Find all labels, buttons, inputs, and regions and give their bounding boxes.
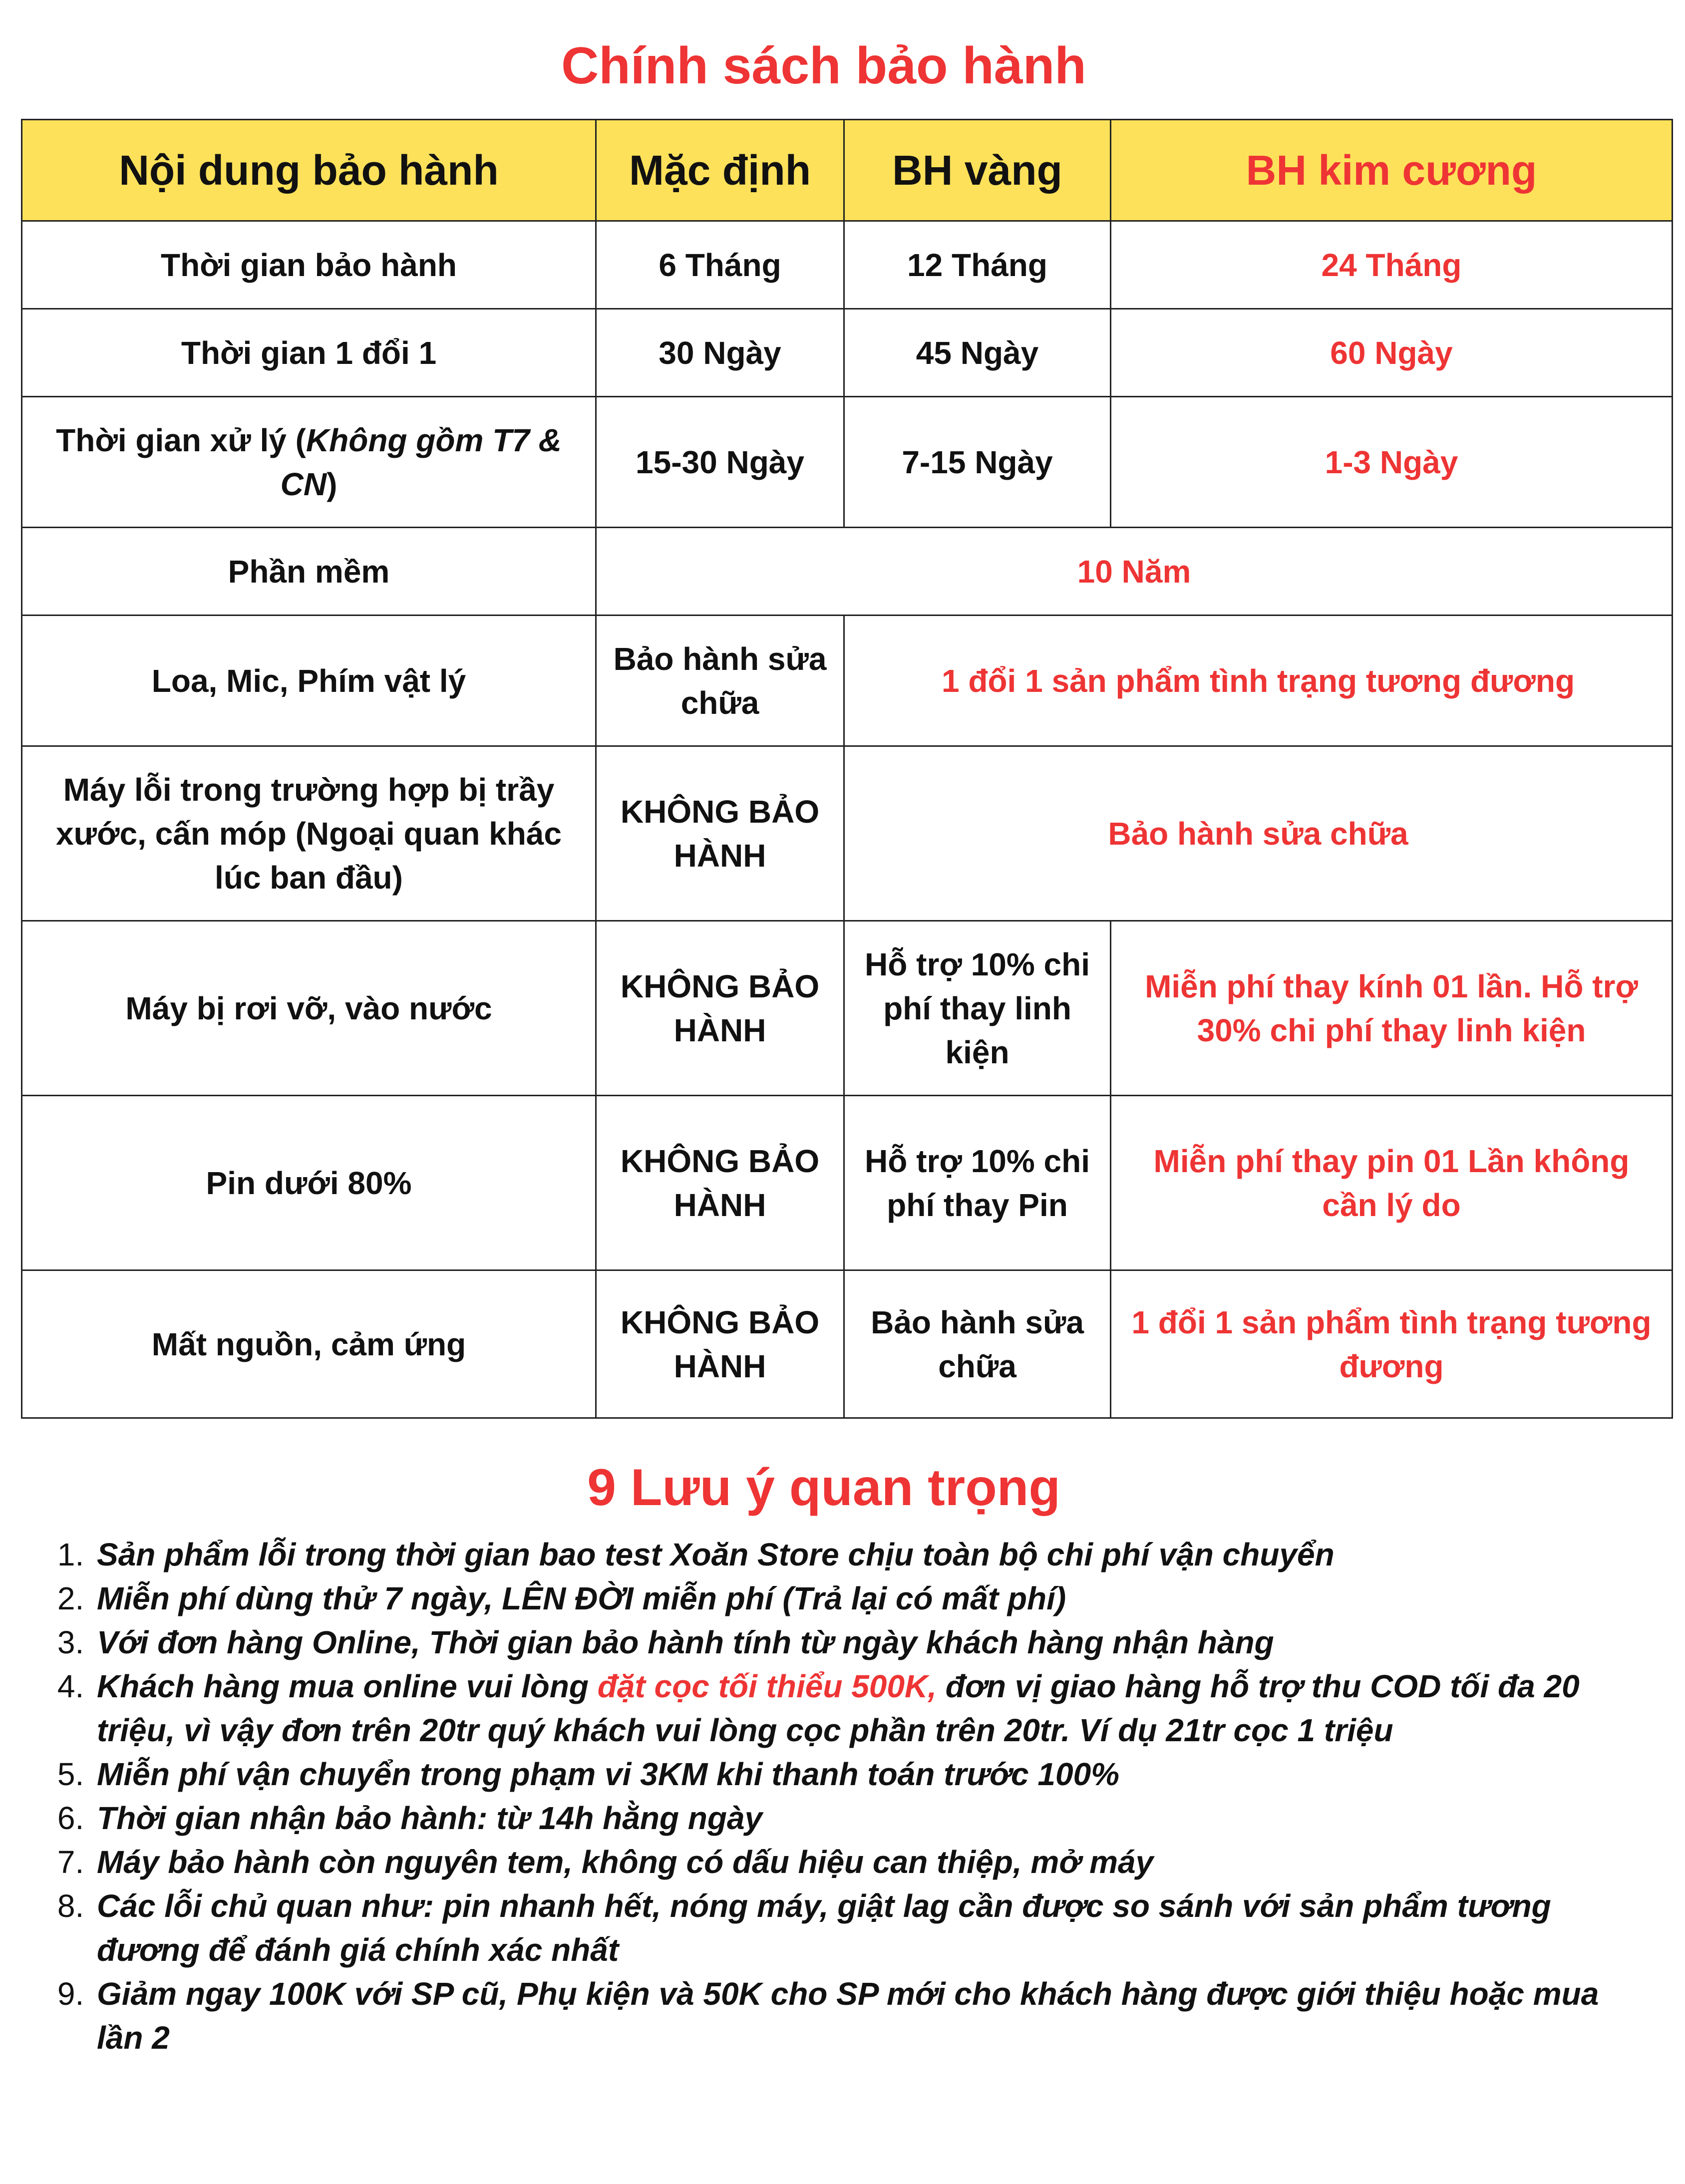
cell-diamond: 60 Ngày	[1111, 309, 1673, 397]
list-item: 2. Miễn phí dùng thử 7 ngày, LÊN ĐỜI miễn phí (Trả lại có mất phí)	[93, 1576, 1631, 1620]
cell-gold: Hỗ trợ 10% chi phí thay Pin	[844, 1096, 1111, 1270]
row-label: Mất nguồn, cảm ứng	[22, 1270, 596, 1418]
header-diamond: BH kim cương	[1111, 120, 1673, 221]
cell-default: 6 Tháng	[596, 221, 844, 309]
cell-gold: Bảo hành sửa chữa	[844, 1270, 1111, 1418]
header-gold: BH vàng	[844, 120, 1111, 221]
table-row	[22, 309, 1673, 397]
list-item: 6. Thời gian nhận bảo hành: từ 14h hằng ngày	[93, 1796, 1631, 1840]
list-item: 3. Với đơn hàng Online, Thời gian bảo hành tính từ ngày khách hàng nhận hàng	[93, 1620, 1631, 1664]
table-header-row	[22, 120, 1673, 221]
cell-diamond: Miễn phí thay pin 01 Lần không cần lý do	[1111, 1096, 1673, 1270]
cell-diamond: Miễn phí thay kính 01 lần. Hỗ trợ 30% chi phí thay linh kiện	[1111, 921, 1673, 1096]
table-row	[22, 921, 1673, 1096]
cell-diamond: 1-3 Ngày	[1111, 397, 1673, 528]
row-label: Pin dưới 80%	[22, 1096, 596, 1270]
page-title: Chính sách bảo hành	[561, 37, 1086, 95]
notes-title: 9 Lưu ý quan trọng	[587, 1459, 1060, 1517]
table-row	[22, 221, 1673, 309]
row-label: Phần mềm	[22, 528, 596, 616]
header-default: Mặc định	[596, 120, 844, 221]
notes-list	[60, 1533, 1631, 2060]
row-label: Máy lỗi trong trường hợp bị trầy xước, cấn móp (Ngoại quan khác lúc ban đầu)	[22, 746, 596, 921]
table-row	[22, 616, 1673, 746]
list-item: 9. Giảm ngay 100K với SP cũ, Phụ kiện và 50K cho SP mới cho khách hàng được giới thiệu hoặc mua lần 2	[93, 1972, 1631, 2060]
cell-default: 30 Ngày	[596, 309, 844, 397]
list-item: 7. Máy bảo hành còn nguyên tem, không có dấu hiệu can thiệp, mở máy	[93, 1840, 1631, 1884]
cell-gold: Hỗ trợ 10% chi phí thay linh kiện	[844, 921, 1111, 1096]
deposit-note-after: đơn vị giao hàng hỗ trợ thu COD tối đa 20 triệu, vì vậy đơn trên 20tr quý khách vui lòng cọc phần trên 20tr. Ví dụ 21tr cọc 1 triệu	[97, 1668, 1580, 1748]
row-label: Thời gian bảo hành	[22, 221, 596, 309]
row-label-italic: Không gồm T7 & CN	[280, 422, 562, 502]
row-label: Loa, Mic, Phím vật lý	[22, 616, 596, 746]
warranty-table	[21, 119, 1673, 1419]
cell-gold: 45 Ngày	[844, 309, 1111, 397]
header-content: Nội dung bảo hành	[22, 120, 596, 221]
cell-diamond: 24 Tháng	[1111, 221, 1673, 309]
cell-default: KHÔNG BẢO HÀNH	[596, 746, 844, 921]
deposit-note-before: Khách hàng mua online vui lòng	[97, 1668, 598, 1704]
list-item: 8. Các lỗi chủ quan như: pin nhanh hết, nóng máy, giật lag cần được so sánh với sản phẩm tương đương để đánh giá chính xác nhất	[93, 1884, 1631, 1972]
row-label	[22, 397, 596, 528]
cell-default: KHÔNG BẢO HÀNH	[596, 921, 844, 1096]
row-label-suffix: )	[327, 466, 337, 502]
table-row	[22, 397, 1673, 528]
deposit-note-highlight: đặt cọc tối thiểu 500K,	[597, 1668, 937, 1704]
table-row	[22, 528, 1673, 616]
cell-diamond: 1 đổi 1 sản phẩm tình trạng tương đương	[1111, 1270, 1673, 1418]
row-label-prefix: Thời gian xử lý (	[56, 422, 306, 458]
table-row	[22, 1270, 1673, 1418]
cell-default: KHÔNG BẢO HÀNH	[596, 1270, 844, 1418]
cell-merged: Bảo hành sửa chữa	[844, 746, 1673, 921]
table-row	[22, 746, 1673, 921]
cell-gold: 7-15 Ngày	[844, 397, 1111, 528]
list-item	[93, 1664, 1631, 1752]
row-label: Máy bị rơi vỡ, vào nước	[22, 921, 596, 1096]
cell-default: KHÔNG BẢO HÀNH	[596, 1096, 844, 1270]
table-row	[22, 1096, 1673, 1270]
cell-merged: 1 đổi 1 sản phẩm tình trạng tương đương	[844, 616, 1673, 746]
cell-merged: 10 Năm	[596, 528, 1673, 616]
cell-default: Bảo hành sửa chữa	[596, 616, 844, 746]
cell-gold: 12 Tháng	[844, 221, 1111, 309]
cell-default: 15-30 Ngày	[596, 397, 844, 528]
list-item: 1. Sản phẩm lỗi trong thời gian bao test Xoăn Store chịu toàn bộ chi phí vận chuyển	[93, 1533, 1631, 1576]
list-item: 5. Miễn phí vận chuyển trong phạm vi 3KM khi thanh toán trước 100%	[93, 1752, 1631, 1796]
row-label: Thời gian 1 đổi 1	[22, 309, 596, 397]
